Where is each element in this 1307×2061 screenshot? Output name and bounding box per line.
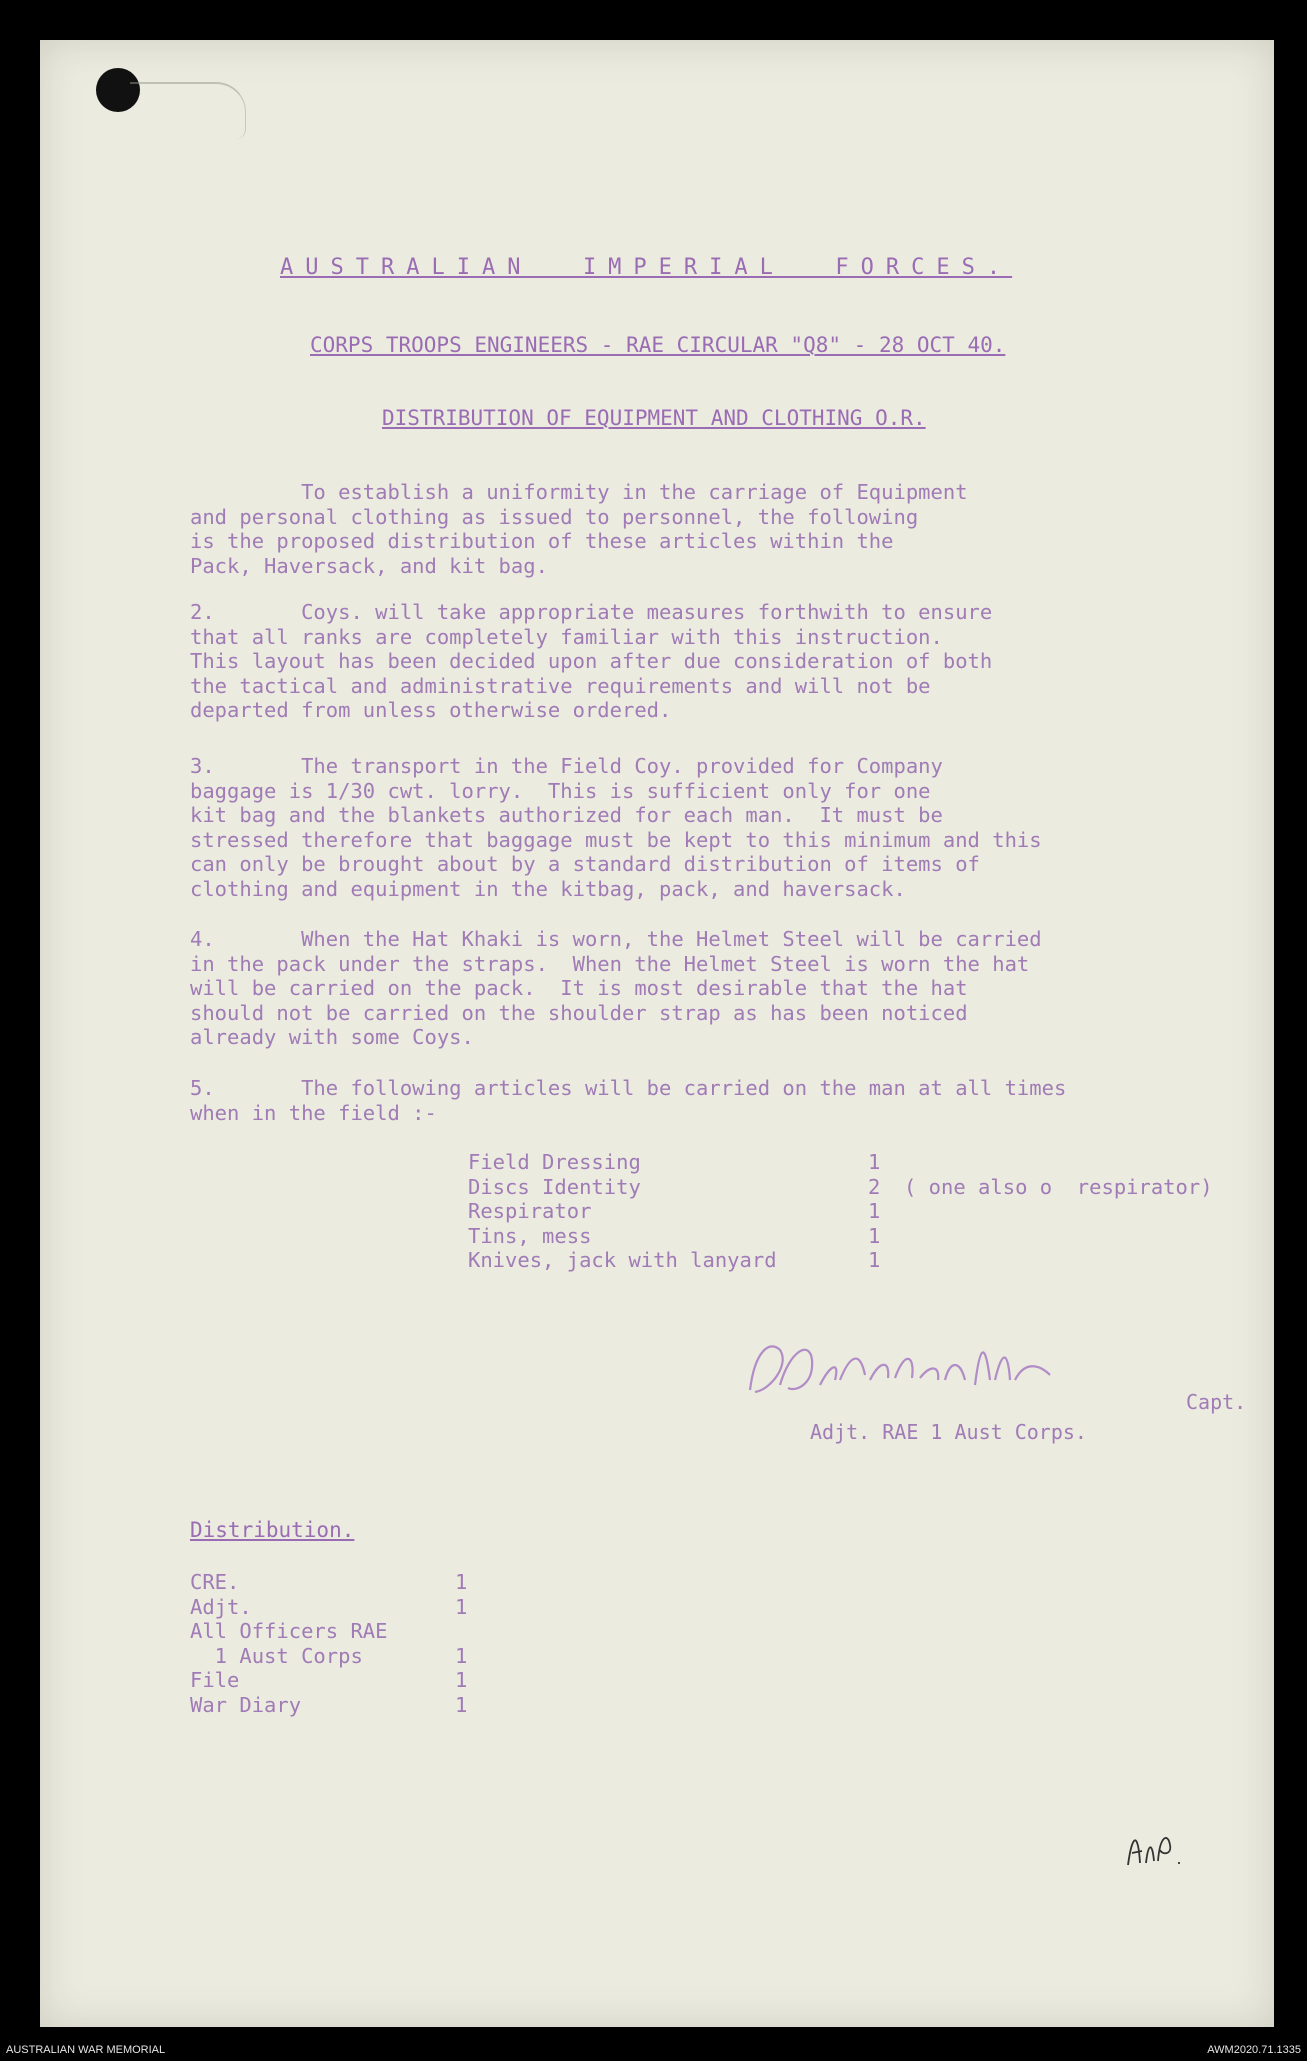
distribution-recipient: All Officers RAE	[190, 1619, 388, 1643]
item-note: ( one also o respirator)	[904, 1174, 1213, 1199]
list-item	[190, 1570, 467, 1595]
distribution-list	[190, 1570, 467, 1717]
list-item	[190, 1693, 467, 1718]
document-page	[40, 40, 1274, 2027]
distribution-qty: 1	[455, 1643, 468, 1668]
item-qty: 1	[868, 1150, 881, 1174]
distribution-recipient: File	[190, 1668, 240, 1692]
item-name: Discs Identity	[468, 1174, 641, 1199]
item-name: Knives, jack with lanyard	[468, 1248, 777, 1272]
distribution-qty: 1	[455, 1692, 468, 1717]
paragraph-1: To establish a uniformity in the carriage of Equipment and personal clothing as issued to personnel, the following is the proposed distribution of these articles within the Pack, Haversack, and kit bag.	[190, 480, 968, 578]
paragraph-2: 2. Coys. will take appropriate measures forthwith to ensure that all ranks are completely familiar with this instruction. This layout has been decided upon after due consideration of both the tactical and administrative requirements and will not be departed from unless otherwise ordered.	[190, 600, 993, 722]
distribution-recipient: Adjt.	[190, 1594, 252, 1619]
item-qty: 2	[868, 1174, 881, 1199]
item-qty: 1	[868, 1199, 881, 1223]
heading-circular: CORPS TROOPS ENGINEERS - RAE CIRCULAR "Q8" - 28 OCT 40.	[310, 333, 1006, 357]
list-item	[468, 1199, 1213, 1224]
list-item	[190, 1619, 467, 1644]
heading-forces: AUSTRALIAN IMPERIAL FORCES.	[280, 255, 1013, 280]
list-item	[190, 1668, 467, 1693]
distribution-qty: 1	[455, 1594, 468, 1619]
list-item	[468, 1150, 1213, 1175]
distribution-recipient: War Diary	[190, 1692, 302, 1717]
item-name: Tins, mess	[468, 1223, 592, 1248]
signature-title: Adjt. RAE 1 Aust Corps.	[810, 1420, 1087, 1444]
item-name: Field Dressing	[468, 1150, 641, 1174]
handwritten-initials	[1120, 1825, 1190, 1870]
articles-list	[468, 1150, 1213, 1273]
list-item	[190, 1644, 467, 1669]
list-item	[190, 1595, 467, 1620]
handwritten-signature	[740, 1330, 1060, 1410]
footer-source: AUSTRALIAN WAR MEMORIAL	[6, 2044, 166, 2056]
paragraph-4: 4. When the Hat Khaki is worn, the Helmet Steel will be carried in the pack under the straps. When the Helmet Steel is worn the hat will be carried on the pack. It is most desirable that the hat should not be carried on the shoulder strap as has been noticed already with some Coys.	[190, 927, 1042, 1049]
item-qty: 1	[868, 1223, 881, 1248]
paragraph-3: 3. The transport in the Field Coy. provided for Company baggage is 1/30 cwt. lorry. This is sufficient only for one kit bag and the blankets authorized for each man. It must be stressed therefore that baggage must be kept to this minimum and this can only be brought about by a standard distribution of items of clothing and equipment in the kitbag, pack, and haversack.	[190, 754, 1042, 901]
signature-rank: Capt.	[1186, 1390, 1247, 1414]
distribution-recipient: CRE.	[190, 1570, 240, 1594]
paragraph-5: 5. The following articles will be carried on the man at all times when in the field :-	[190, 1076, 1067, 1125]
paper-tear	[130, 82, 246, 139]
list-item	[468, 1248, 1213, 1273]
footer-accession-number: AWM2020.71.1335	[1207, 2044, 1301, 2056]
item-qty: 1	[868, 1248, 881, 1272]
distribution-qty: 1	[455, 1570, 468, 1594]
distribution-recipient: 1 Aust Corps	[190, 1643, 363, 1668]
item-name: Respirator	[468, 1199, 592, 1223]
list-item	[468, 1224, 1213, 1249]
list-item	[468, 1175, 1213, 1200]
distribution-heading: Distribution.	[190, 1518, 355, 1542]
heading-distribution-title: DISTRIBUTION OF EQUIPMENT AND CLOTHING O.R.	[382, 406, 926, 430]
distribution-qty: 1	[455, 1668, 468, 1692]
